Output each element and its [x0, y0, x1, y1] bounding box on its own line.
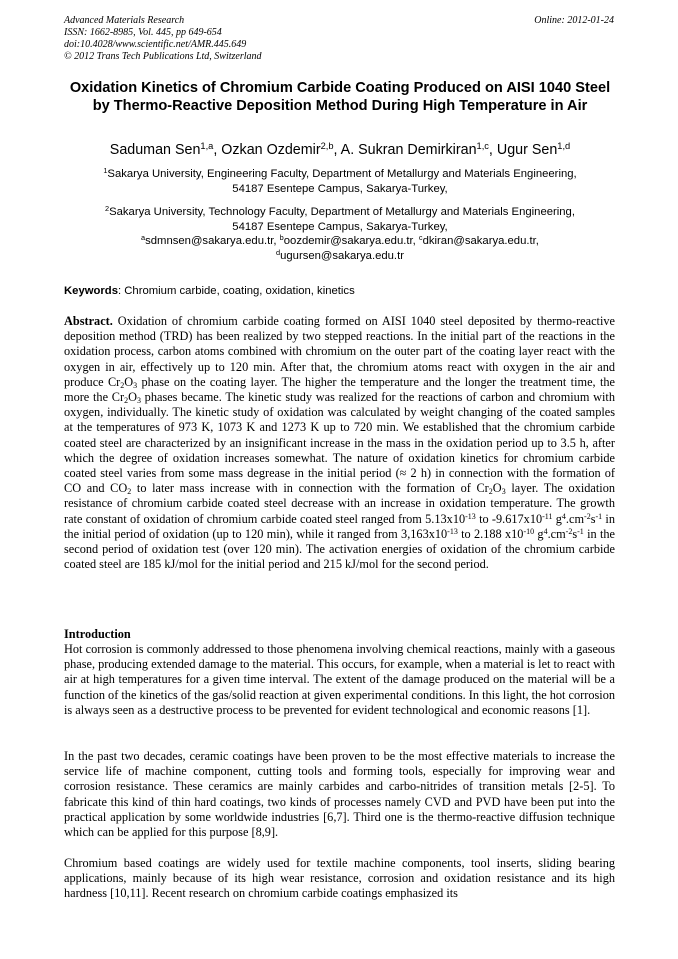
issn-line: ISSN: 1662-8985, Vol. 445, pp 649-654 [64, 27, 222, 38]
email-a: sdmnsen@sakarya.edu.tr, [145, 235, 277, 247]
journal-name: Advanced Materials Research [64, 15, 185, 26]
author-affil-mark: 1,a [200, 141, 214, 152]
intro-paragraph-1: Hot corrosion is commonly addressed to those phenomena involving chemical reactions, mainly with a gaseous phase, producing extended damage to the material. This occurs, for example, when a material is let to react with air at high temperatures for a given time interval. The extent of the damage produced on the material will be a function of the kinetics of the gas/solid reaction at given experimental conditions. In this light, the hot corrosion is always seen as a destructive process to be prevented for evident technological and economic reasons [1]. [64, 642, 615, 717]
section-heading-introduction: Introduction [64, 627, 131, 641]
doi-line: doi:10.4028/www.scientific.net/AMR.445.649 [64, 39, 247, 50]
affil-line: Sakarya University, Technology Faculty, Department of Metallurgy and Materials Engineering, [109, 206, 575, 218]
author-name: Saduman Sen [109, 142, 201, 158]
email-mark: a [141, 233, 146, 243]
email-block [40, 234, 640, 264]
journal-header [64, 15, 616, 63]
intro-paragraph-3: Chromium based coatings are widely used for textile machine components, tool inserts, sliding bearing applications, mainly because of its high wear resistance, corrosion and oxidation resistance and its high hardness [10,11]. Recent research on chromium carbide coatings emphasized its [64, 856, 615, 901]
affiliation-2 [40, 205, 640, 235]
author-list: Saduman Sen$^{1,a}$, Ozkan Ozdemir$^{2,b}$, A. Sukran Demirkiran$^{1,c}$, Ugur Sen$^{1,d}$ [109, 141, 571, 158]
email-mark: c [418, 233, 423, 243]
keywords-label: Keywords [64, 285, 118, 297]
author-name: A. Sukran Demirkiran [340, 142, 477, 158]
keywords-text: : Chromium carbide, coating, oxidation, kinetics [118, 285, 355, 297]
email-mark: d [276, 248, 281, 258]
copyright-line: © 2012 Trans Tech Publications Ltd, Switzerland [64, 51, 262, 62]
affil-line: Sakarya University, Engineering Faculty, Department of Metallurgy and Materials Engineering, [107, 168, 577, 180]
email-mark: b [279, 233, 284, 243]
affil-mark: 2 [105, 204, 110, 214]
abstract-label: Abstract. [64, 314, 113, 328]
intro-paragraph-2: In the past two decades, ceramic coatings have been proven to be the most effective materials to increase the service life of machine component, cutting tools and forming tools, especially for improving wear and corrosion resistance. These ceramics are mainly carbides and carbo-nitrides of transition metals [2-5]. To fabricate this kind of thin hard coatings, two kinds of processes namely CVD and PVD have been put into the practical application by some worldwide industries [6,7]. Third one is the thermo-reactive diffusion technique which can be applied for this purpose [8,9]. [64, 749, 615, 840]
affil-line: 54187 Esentepe Campus, Sakarya-Turkey, [232, 183, 448, 195]
email-b: oozdemir@sakarya.edu.tr, [283, 235, 416, 247]
author-name: Ugur Sen [496, 142, 558, 158]
email-d: ugursen@sakarya.edu.tr [280, 250, 404, 262]
paper-title: Oxidation Kinetics of Chromium Carbide Coating Produced on AISI 1040 Steel by Thermo-Reactive Deposition Method During High Temperature in Air [69, 80, 611, 114]
affiliation-1 [40, 167, 640, 197]
affil-line: 54187 Esentepe Campus, Sakarya-Turkey, [232, 221, 448, 233]
author-affil-mark: 1,c [476, 141, 489, 152]
email-c: dkiran@sakarya.edu.tr, [422, 235, 539, 247]
author-affil-mark: 2,b [320, 141, 334, 152]
online-date: Online: 2012-01-24 [534, 15, 614, 26]
keywords [64, 284, 616, 299]
author-name: Ozkan Ozdemir [221, 142, 321, 158]
affil-mark: 1 [103, 166, 108, 176]
author-affil-mark: 1,d [557, 141, 571, 152]
abstract: Abstract. Oxidation of chromium carbide coating formed on AISI 1040 steel deposited by thermo-reactive deposition method (TRD) has been realized by two stepped reactions. In the initial part of the reactions in the oxidation process, carbon atoms combined with chromium on the outer part of the coating layer react with the oxygen in air, effectively up to 120 min. After that, the chromium atoms react with oxygen in the air and produce $Cr_2O_3$ phase on the coating layer. The higher the temperature and the longer the treatment time, the more the $Cr_2O_3$ phases became. The kinetic study was realized for the reactions of carbon and chromium with oxygen, individually. The kinetic study of oxidation was calculated by weight changing of the coated samples at the temperatures of 973 K, 1073 K and 1273 K up to 720 min. We established that the chromium carbide coated steel are characterized by an insignificant increase in the mass in the oxidation period up to 3.5 h, after which the degree of oxidation increases somewhat. The nature of oxidation kinetics for chromium carbide coated steel varies from some mass degrease in the initial period (≈ 2 h) in connection with the formation of CO and $CO_2$ to later mass increase with in connection with the formation of $Cr_2O_3$ layer. The oxidation resistance of chromium carbide coated steel decrease with an increase in oxidation temperature. The growth rate constant of oxidation of chromium carbide coated steel ranged from $5.13x10^{-13}$ to $-9.617x10^{-11}$ $g^4.cm^{-2}s^{-1}$ in the initial period of oxidation (up to 120 min), while it ranged from $3,163x10^{-13}$ to 2.188 $x10^{-10}$ $g^4.cm^{-2}s^{-1}$ in the second period of oxidation test (over 120 min). The activation energies of oxidation of the chromium carbide coated steel are 185 kJ/mol for the initial period and 215 kJ/mol for the second period. [64, 314, 615, 572]
